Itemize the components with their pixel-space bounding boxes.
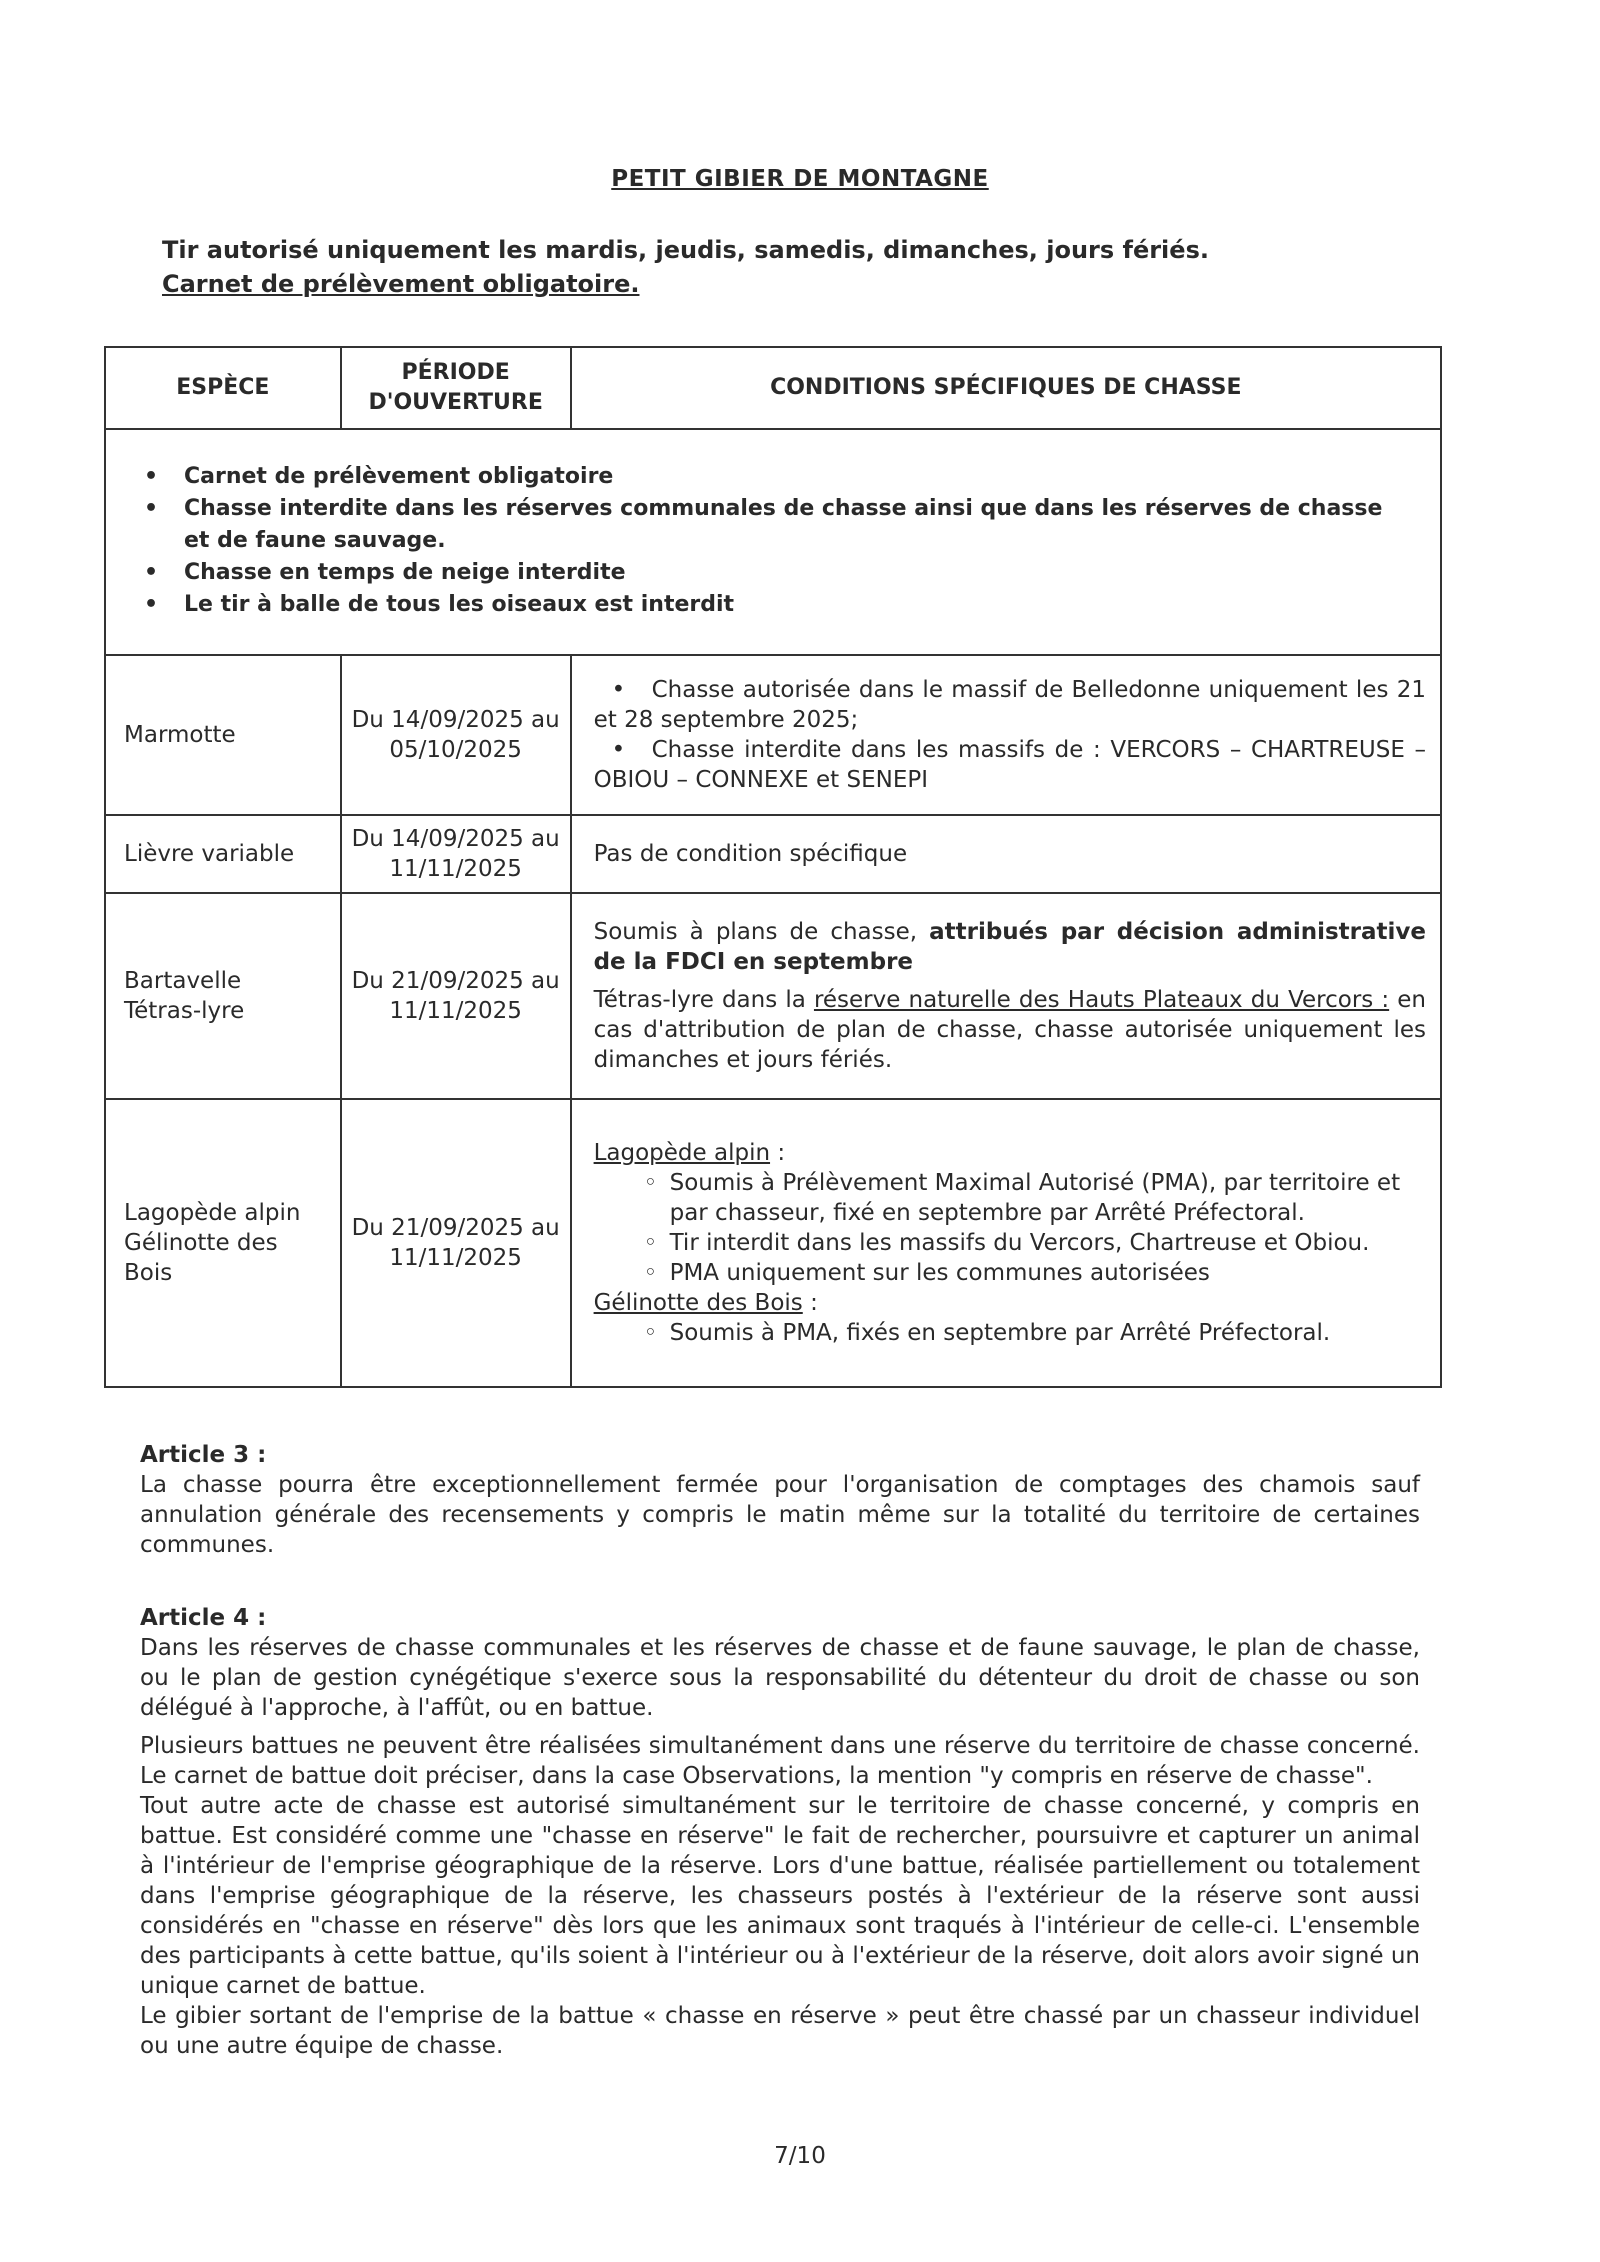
gelinotte-list — [594, 1318, 1426, 1348]
article-4-p2: Plusieurs battues ne peuvent être réalisées simultanément dans une réserve du territoire de chasse concerné. Le carnet de battue doit préciser, dans la case Observations, la mention "y compris en réserve de chasse". — [140, 1733, 1420, 1789]
table-row-marmotte — [105, 655, 1441, 815]
article-3 — [140, 1440, 1420, 1560]
header-period: PÉRIODE D'OUVERTURE — [341, 347, 571, 429]
header-species: ESPÈCE — [105, 347, 341, 429]
article-4 — [140, 1603, 1420, 2061]
list-item: • Chasse interdite dans les réserves communales de chasse ainsi que dans les réserves de chasse et de faune sauvage. — [184, 493, 1410, 557]
table-header-row — [105, 347, 1441, 429]
table-row-lievre — [105, 815, 1441, 893]
article-4-p1: Dans les réserves de chasse communales et les réserves de chasse et de faune sauvage, le plan de chasse, ou le plan de gestion cynégétique s'exerce sous la responsabilité du détenteur du droit de chasse ou son délégué à l'approche, à l'affût, ou en battue. — [140, 1635, 1420, 1721]
species-cell: Bartavelle Tétras-lyre — [105, 893, 341, 1099]
period-cell: Du 14/09/2025 au 05/10/2025 — [341, 655, 571, 815]
intro — [162, 233, 1422, 301]
list-item: ◦ Soumis à PMA, fixés en septembre par Arrêté Préfectoral. — [644, 1318, 1426, 1348]
period-cell: Du 14/09/2025 au 11/11/2025 — [341, 815, 571, 893]
lagopede-list — [594, 1168, 1426, 1288]
article-3-body: La chasse pourra être exceptionnellement fermée pour l'organisation de comptages des chamois sauf annulation générale des recensements y compris le matin même sur la totalité du territoire de certaines communes. — [140, 1472, 1420, 1558]
period-cell: Du 21/09/2025 au 11/11/2025 — [341, 893, 571, 1099]
list-item: ◦ PMA uniquement sur les communes autorisées — [644, 1258, 1426, 1288]
list-item: • Le tir à balle de tous les oiseaux est interdit — [184, 589, 1410, 621]
article-4-heading: Article 4 : — [140, 1605, 267, 1631]
subheading-gelinotte: Gélinotte des Bois : — [593, 1290, 818, 1316]
intro-days: Tir autorisé uniquement les mardis, jeudis, samedis, dimanches, jours fériés. — [162, 236, 1209, 264]
general-rules-list — [184, 461, 1410, 621]
general-rules-row — [105, 429, 1441, 655]
list-item: • Chasse en temps de neige interdite — [184, 557, 1410, 589]
condition-paragraph: Soumis à plans de chasse, attribués par décision administrative de la FDCI en septembre — [593, 919, 1426, 975]
conditions-cell — [571, 1099, 1441, 1387]
page-number: 7/10 — [774, 2143, 826, 2169]
list-item: ◦ Soumis à Prélèvement Maximal Autorisé (PMA), par territoire et par chasseur, fixé en septembre par Arrêté Préfectoral. — [644, 1168, 1426, 1228]
list-item: ◦ Tir interdit dans les massifs du Vercors, Chartreuse et Obiou. — [644, 1228, 1426, 1258]
species-cell: Lagopède alpin Gélinotte des Bois — [105, 1099, 341, 1387]
article-3-heading: Article 3 : — [140, 1442, 267, 1468]
period-cell: Du 21/09/2025 au 11/11/2025 — [341, 1099, 571, 1387]
hunting-table — [104, 346, 1442, 1388]
intro-carnet: Carnet de prélèvement obligatoire. — [162, 270, 640, 298]
article-4-p4: Le gibier sortant de l'emprise de la battue « chasse en réserve » peut être chassé par un chasseur individuel ou une autre équipe de chasse. — [140, 2003, 1420, 2059]
condition-item: • Chasse interdite dans les massifs de : VERCORS – CHARTREUSE – OBIOU – CONNEXE et SENEPI — [594, 735, 1426, 795]
species-cell: Lièvre variable — [105, 815, 341, 893]
table-row-lagopede — [105, 1099, 1441, 1387]
species-cell: Marmotte — [105, 655, 341, 815]
page-title: PETIT GIBIER DE MONTAGNE — [611, 166, 989, 192]
list-item: • Carnet de prélèvement obligatoire — [184, 461, 1410, 493]
table-row-bartavelle — [105, 893, 1441, 1099]
conditions-cell: Pas de condition spécifique — [571, 815, 1441, 893]
article-4-p3: Tout autre acte de chasse est autorisé simultanément sur le territoire de chasse concerné, y compris en battue. Est considéré comme une "chasse en réserve" le fait de rechercher, poursuivre et capturer un animal à l'intérieur de l'emprise géographique de la réserve. Lors d'une battue, réalisée partiellement ou totalement dans l'emprise géographique de la réserve, les chasseurs postés à l'extérieur de la réserve sont aussi considérés en "chasse en réserve" dès lors que les animaux sont traqués à l'intérieur de celle-ci. L'ensemble des participants à cette battue, qu'ils soient à l'intérieur ou à l'extérieur de la réserve, doit alors avoir signé un unique carnet de battue. — [140, 1793, 1420, 1999]
conditions-cell — [571, 893, 1441, 1099]
condition-paragraph: Tétras-lyre dans la réserve naturelle des Hauts Plateaux du Vercors : en cas d'attribution de plan de chasse, chasse autorisée uniquement les dimanches et jours fériés. — [593, 987, 1426, 1073]
condition-item: • Chasse autorisée dans le massif de Belledonne uniquement les 21 et 28 septembre 2025; — [594, 675, 1426, 735]
conditions-cell — [571, 655, 1441, 815]
subheading-lagopede: Lagopède alpin : — [593, 1140, 786, 1166]
header-conditions: CONDITIONS SPÉCIFIQUES DE CHASSE — [571, 347, 1441, 429]
